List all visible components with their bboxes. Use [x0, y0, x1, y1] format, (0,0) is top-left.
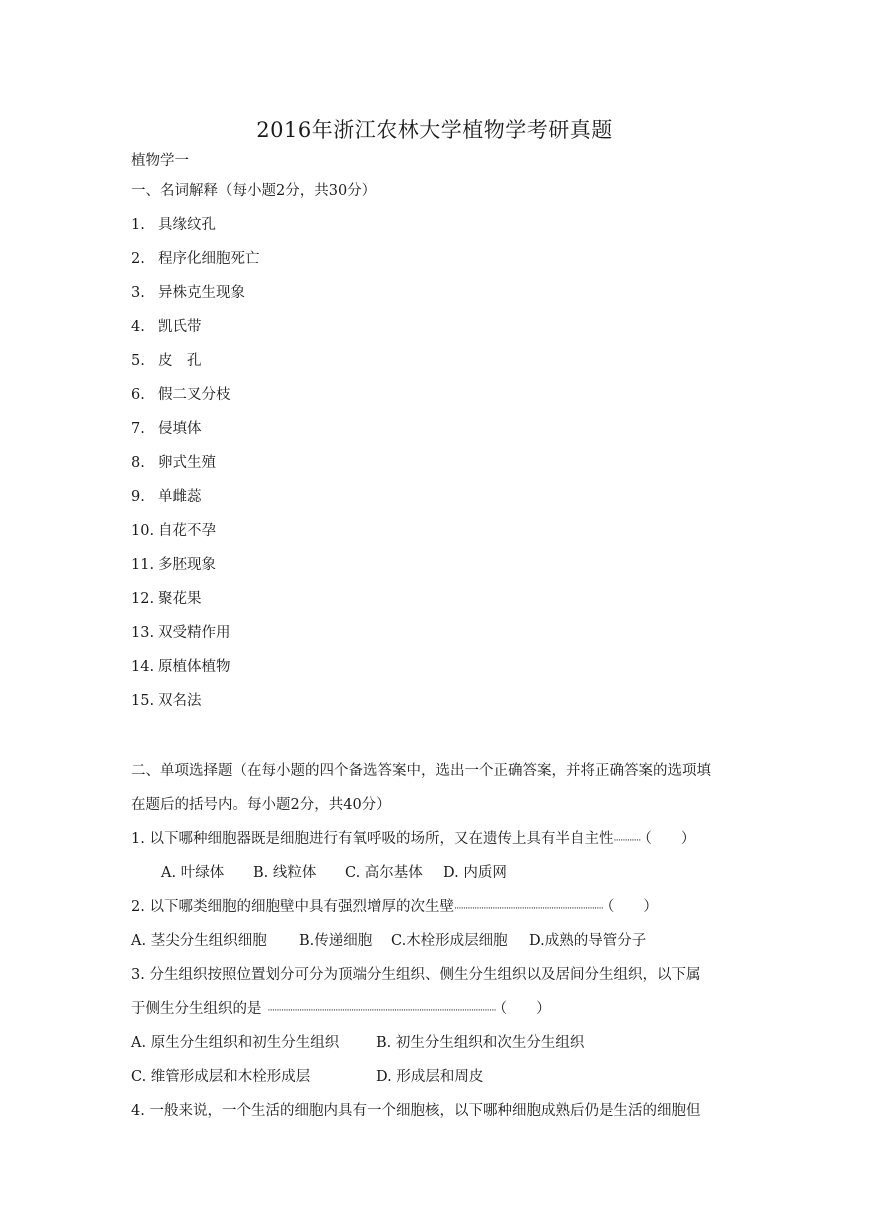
term-item	[131, 487, 202, 507]
option-d: D. 内质网	[443, 865, 507, 881]
option-b: B. 线粒体	[253, 865, 317, 881]
leader-dots: ··································································	[453, 904, 604, 914]
term-number: 13.	[131, 625, 155, 641]
question-text: 1. 以下哪种细胞器既是细胞进行有氧呼吸的场所，又在遗传上具有半自主性	[131, 831, 614, 847]
term-number: 7.	[131, 421, 145, 437]
term-item	[131, 657, 231, 677]
term-item	[131, 623, 231, 643]
term-item	[131, 453, 216, 473]
subtitle: 植物学一	[131, 153, 189, 169]
term-text: 单雌蕊	[158, 489, 202, 505]
term-number: 4.	[131, 319, 145, 335]
term-item	[131, 249, 260, 269]
term-text: 聚花果	[158, 591, 202, 607]
option-c: C. 高尔基体	[345, 865, 423, 881]
term-text: 双受精作用	[158, 625, 231, 641]
term-item	[131, 691, 202, 711]
term-text: 卵式生殖	[158, 455, 216, 471]
leader-dots: ·····································································································	[267, 1006, 496, 1016]
term-item	[131, 419, 202, 439]
term-item	[131, 215, 216, 235]
question-4-line1: 4. 一般来说，一个生活的细胞内具有一个细胞核，以下哪种细胞成熟后仍是生活的细胞但	[131, 1103, 701, 1119]
term-text: 异株克生现象	[158, 285, 245, 301]
term-number: 2.	[131, 251, 145, 267]
term-text: 具缘纹孔	[158, 217, 216, 233]
term-item	[131, 351, 202, 371]
option-d: D. 形成层和周皮	[376, 1069, 484, 1085]
term-number: 8.	[131, 455, 145, 471]
section2-heading-line2: 在题后的括号内。每小题2分，共40分）	[131, 797, 391, 813]
term-text: 皮 孔	[158, 353, 202, 369]
question-1-options	[161, 863, 507, 883]
option-c: C. 维管形成层和木栓形成层	[131, 1069, 311, 1085]
term-number: 6.	[131, 387, 145, 403]
question-3-line1: 3. 分生组织按照位置划分可分为顶端分生组织、侧生分生组织以及居间分生组织，以下属	[131, 967, 701, 983]
answer-bracket: （ ）	[607, 899, 658, 915]
term-text: 程序化细胞死亡	[158, 251, 260, 267]
section2-heading-line1: 二、单项选择题（在每小题的四个备选答案中，选出一个正确答案，并将正确答案的选项填	[131, 763, 711, 779]
section1-heading: 一、名词解释（每小题2分，共30分）	[131, 183, 377, 199]
term-number: 9.	[131, 489, 145, 505]
option-a: A. 叶绿体	[161, 865, 225, 881]
option-d: D.成熟的导管分子	[529, 933, 647, 949]
term-item	[131, 521, 216, 541]
term-text: 多胚现象	[158, 557, 216, 573]
term-item	[131, 385, 231, 405]
term-item	[131, 317, 202, 337]
question-2-options	[131, 931, 646, 951]
question-2	[131, 897, 658, 919]
option-a: A. 原生分生组织和初生分生组织	[131, 1035, 340, 1051]
question-3-line2	[131, 999, 551, 1021]
term-number: 10.	[131, 523, 155, 539]
answer-bracket: （ ）	[499, 1001, 551, 1017]
term-number: 12.	[131, 591, 155, 607]
leader-dots: ············	[613, 836, 641, 846]
question-1	[131, 829, 695, 851]
answer-bracket: （ ）	[644, 831, 696, 847]
term-text: 双名法	[158, 693, 202, 709]
term-item	[131, 589, 202, 609]
term-text: 假二叉分枝	[158, 387, 231, 403]
page-title: 2016年浙江农林大学植物学考研真题	[256, 118, 613, 142]
term-number: 3.	[131, 285, 145, 301]
question-text: 2. 以下哪类细胞的细胞壁中具有强烈增厚的次生壁	[131, 899, 454, 915]
option-a: A. 茎尖分生组织细胞	[131, 933, 267, 949]
term-number: 11.	[131, 557, 155, 573]
option-b: B.传递细胞	[299, 933, 373, 949]
question-3-options-row2	[131, 1067, 483, 1087]
term-number: 15.	[131, 693, 155, 709]
term-text: 凯氏带	[158, 319, 202, 335]
question-text: 于侧生分生组织的是	[131, 1001, 262, 1017]
term-number: 5.	[131, 353, 145, 369]
term-text: 自花不孕	[158, 523, 216, 539]
term-item	[131, 283, 245, 303]
term-number: 14.	[131, 659, 155, 675]
term-text: 侵填体	[158, 421, 202, 437]
term-text: 原植体植物	[158, 659, 231, 675]
term-number: 1.	[131, 217, 145, 233]
option-b: B. 初生分生组织和次生分生组织	[376, 1035, 585, 1051]
question-3-options-row1	[131, 1033, 584, 1053]
option-c: C.木栓形成层细胞	[391, 933, 508, 949]
term-item	[131, 555, 216, 575]
